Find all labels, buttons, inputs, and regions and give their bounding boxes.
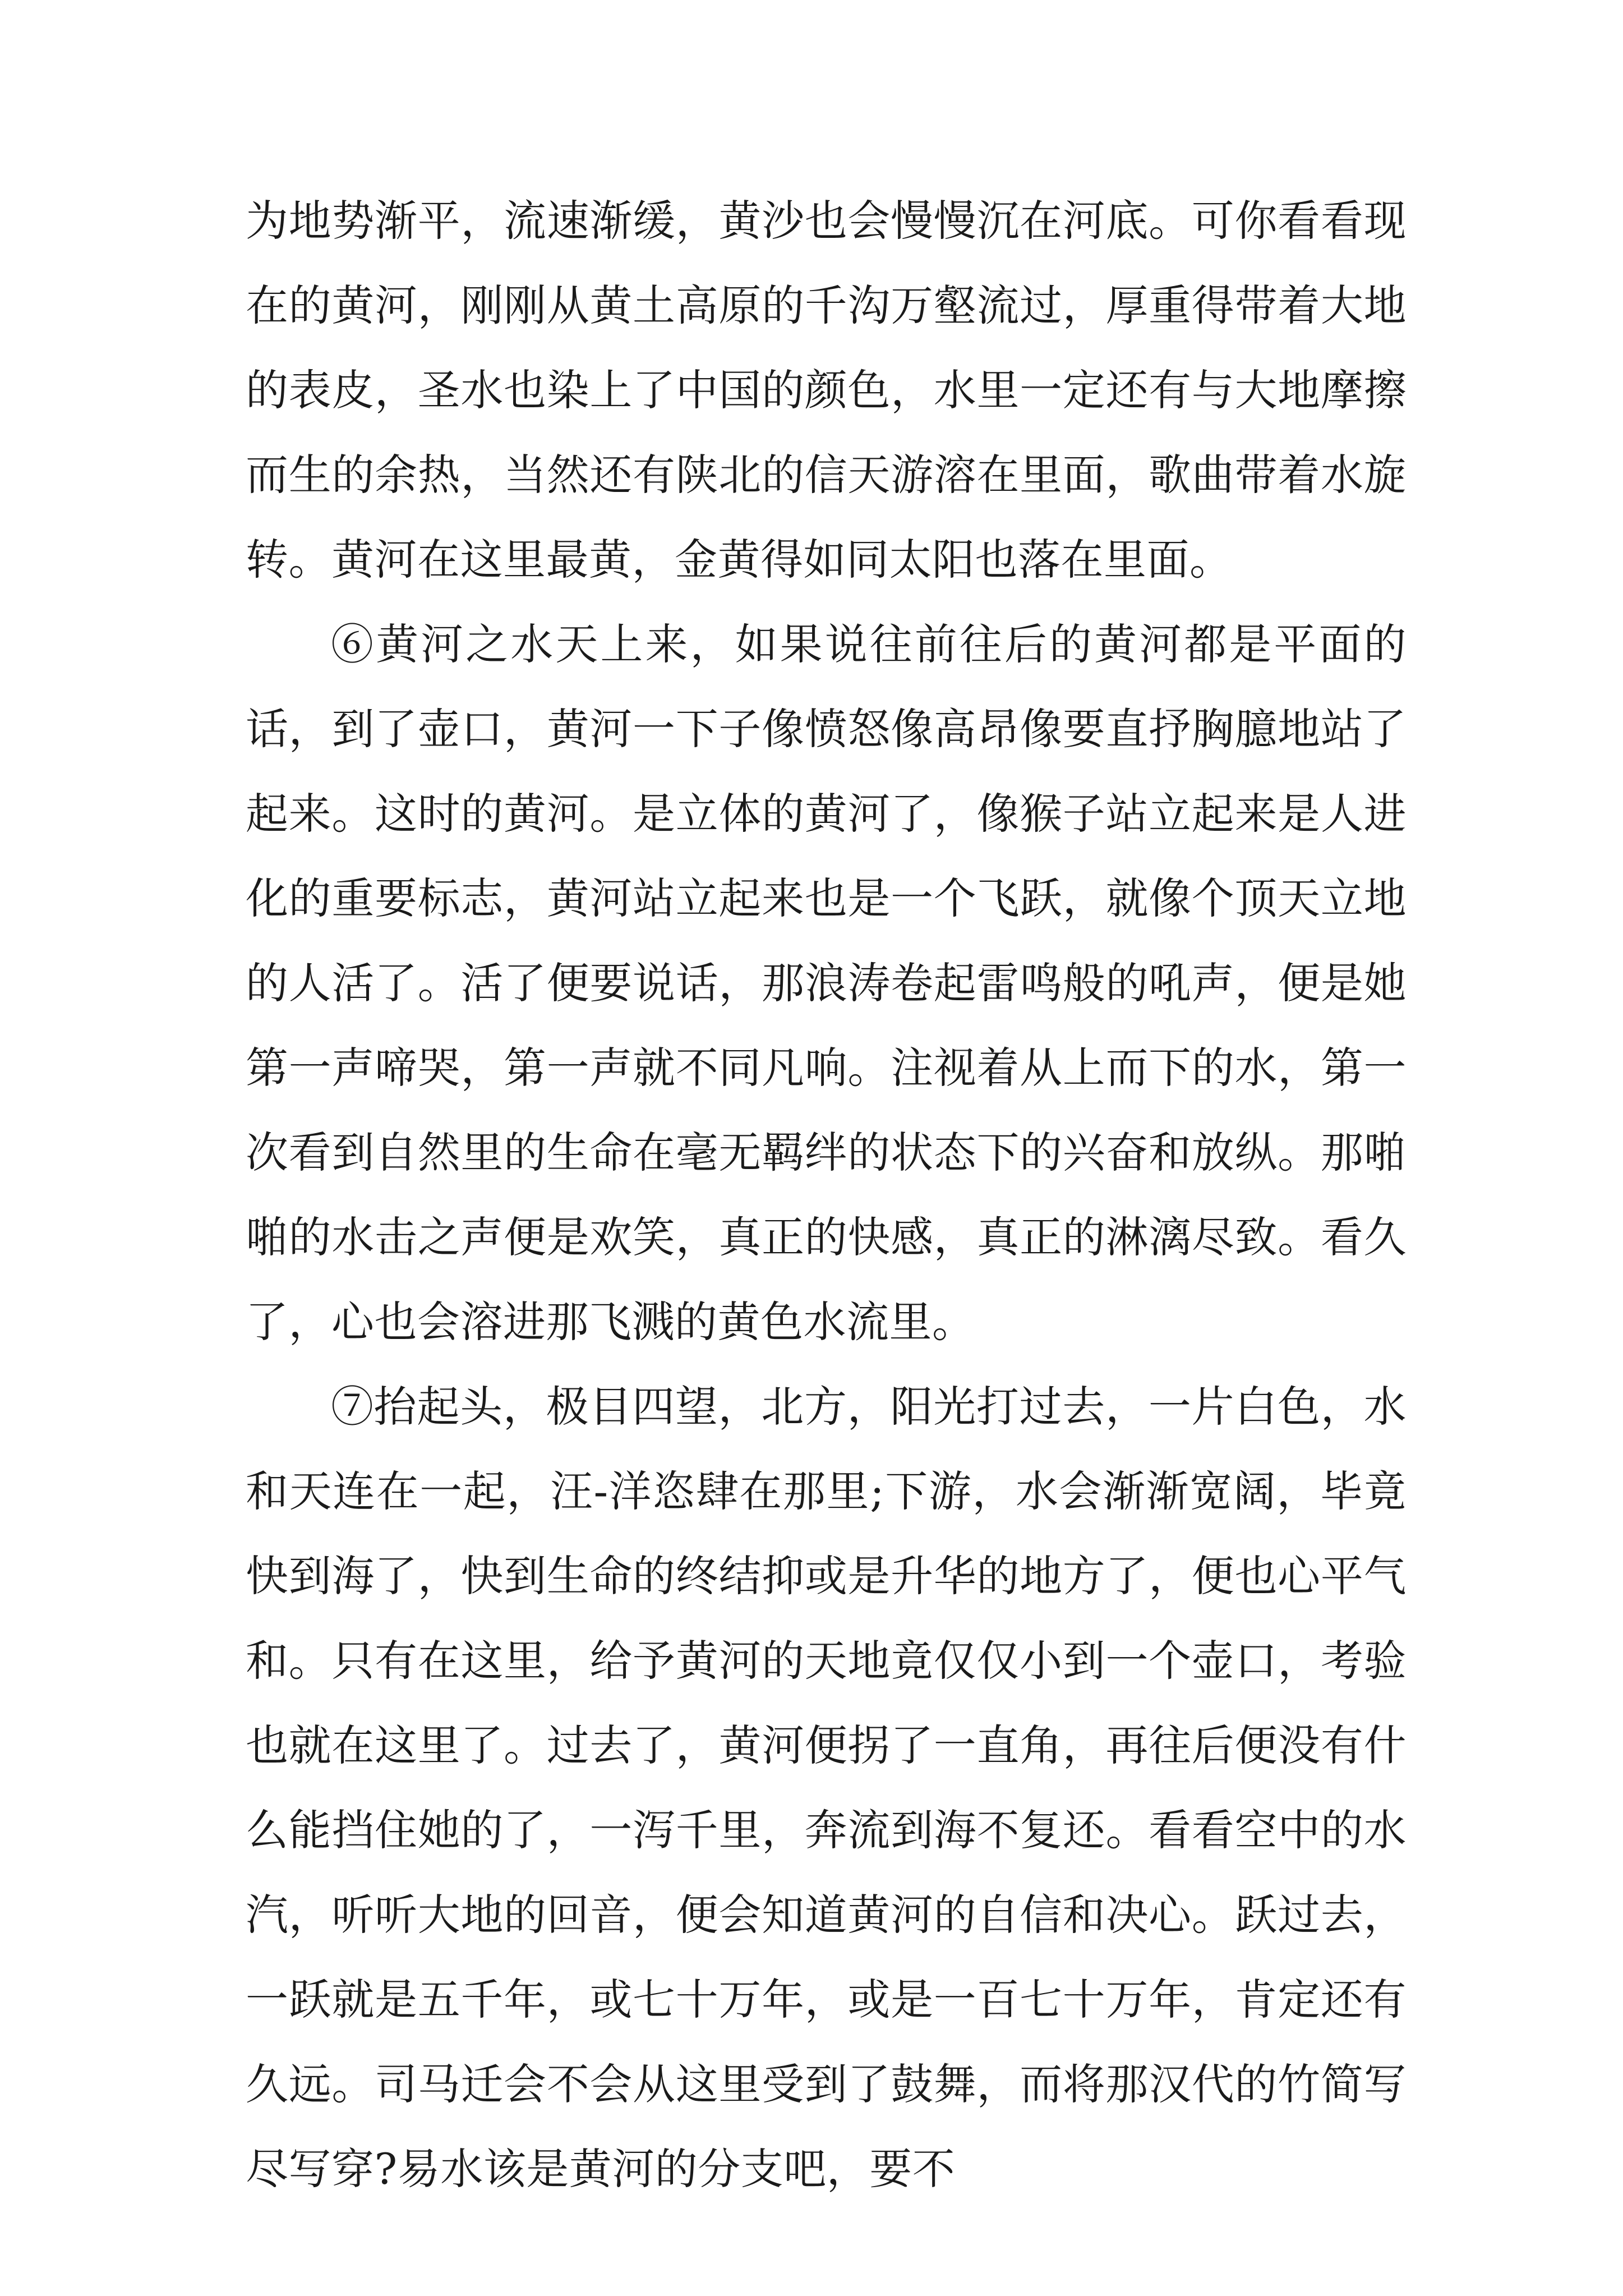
article-body [246,178,1407,2211]
paragraph-6: ⑥黄河之水天上来，如果说往前往后的黄河都是平面的话，到了壶口，黄河一下子像愤怒像高昂像要直抒胸臆地站了起来。这时的黄河。是立体的黄河了，像猴子站立起来是人进化的重要标志，黄河站立起来也是一个飞跃，就像个顶天立地的人活了。活了便要说话，那浪涛卷起雷鸣般的吼声，便是她第一声啼哭，第一声就不同凡响。注视着从上而下的水，第一次看到自然里的生命在毫无羁绊的状态下的兴奋和放纵。那啪啪的水击之声便是欢笑，真正的快感，真正的淋漓尽致。看久了，心也会溶进那飞溅的黄色水流里。 [246,619,1407,1347]
paragraph-7: ⑦抬起头，极目四望，北方，阳光打过去，一片白色，水和天连在一起，汪-洋恣肆在那里;下游，水会渐渐宽阔，毕竟快到海了，快到生命的终结抑或是升华的地方了，便也心平气和。只有在这里，给予黄河的天地竟仅仅小到一个壶口，考验也就在这里了。过去了，黄河便拐了一直角，再往后便没有什么能挡住她的了，一泻千里，奔流到海不复还。看看空中的水汽，听听大地的回音，便会知道黄河的自信和决心。跃过去，一跃就是五千年，或七十万年，或是一百七十万年，肯定还有久远。司马迁会不会从这里受到了鼓舞，而将那汉代的竹简写尽写穿?易水该是黄河的分支吧，要不 [246,1382,1407,2194]
paragraph-5-continued: 为地势渐平，流速渐缓，黄沙也会慢慢沉在河底。可你看看现在的黄河，刚刚从黄土高原的千沟万壑流过，厚重得带着大地的表皮，圣水也染上了中国的颜色，水里一定还有与大地摩擦而生的余热，当然还有陕北的信天游溶在里面，歌曲带着水旋转。黄河在这里最黄，金黄得如同太阳也落在里面。 [246,196,1407,585]
